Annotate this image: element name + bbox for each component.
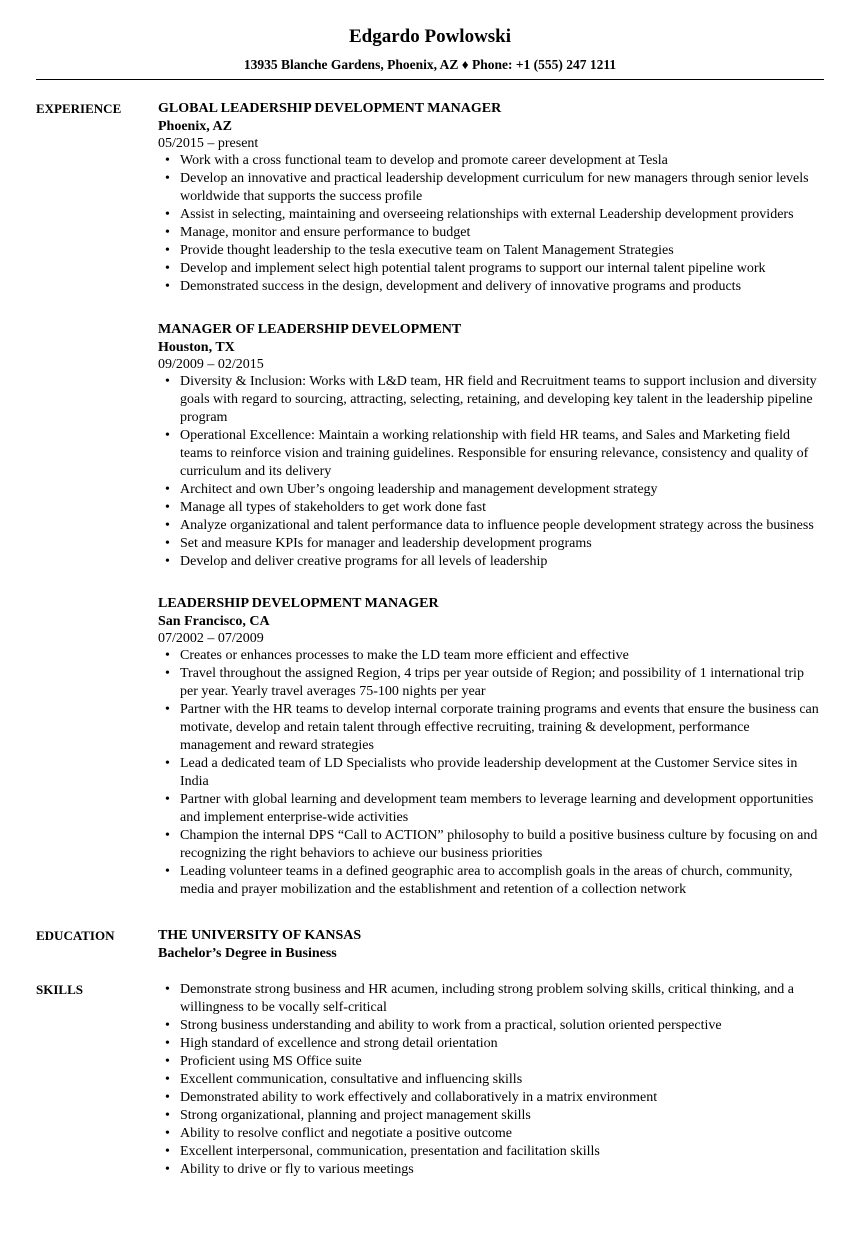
job-location: San Francisco, CA <box>158 614 270 629</box>
education-section <box>0 927 860 963</box>
skill-item: • Excellent communication, consultative and influencing skills <box>180 1071 820 1089</box>
skill-item: • Demonstrated ability to work effectively and collaboratively in a matrix environment <box>180 1089 820 1107</box>
job-entry <box>158 595 820 899</box>
skill-item: • Demonstrate strong business and HR acumen, including strong problem solving skills, critical thinking, and a willingness to be vocally self-critical <box>180 981 820 1017</box>
job-bullets <box>158 647 820 899</box>
experience-body <box>158 100 820 899</box>
job-title: LEADERSHIP DEVELOPMENT MANAGER <box>158 596 439 611</box>
experience-section <box>0 100 860 899</box>
bullet-item: • Analyze organizational and talent performance data to influence people development strategy across the business <box>180 517 820 535</box>
job-bullets <box>158 373 820 571</box>
contact-line: 13935 Blanche Gardens, Phoenix, AZ ♦ Phone: +1 (555) 247 1211 <box>243 57 617 72</box>
bullet-item: • Partner with the HR teams to develop internal corporate training programs and events that ensure the business can motivate, develop and retain talent through effective recruiting, training & development, performance management and reward strategies <box>180 701 820 755</box>
job-entry <box>158 100 820 296</box>
job-dates: 05/2015 – present <box>158 136 259 151</box>
skill-item: • Proficient using MS Office suite <box>180 1053 820 1071</box>
section-label-skills: SKILLS <box>36 982 83 997</box>
skills-list <box>158 981 820 1179</box>
bullet-item: • Creates or enhances processes to make the LD team more efficient and effective <box>180 647 820 665</box>
bullet-item: • Demonstrated success in the design, development and delivery of innovative programs and products <box>180 278 820 296</box>
bullet-item: • Set and measure KPIs for manager and leadership development programs <box>180 535 820 553</box>
bullet-item: • Work with a cross functional team to develop and promote career development at Tesla <box>180 152 820 170</box>
skill-item: • High standard of excellence and strong detail orientation <box>180 1035 820 1053</box>
job-dates: 09/2009 – 02/2015 <box>158 357 264 372</box>
section-label-experience: EXPERIENCE <box>36 101 122 116</box>
job-dates: 07/2002 – 07/2009 <box>158 631 264 646</box>
resume-header <box>0 0 860 73</box>
job-location: Phoenix, AZ <box>158 119 232 134</box>
skill-item: • Ability to resolve conflict and negotiate a positive outcome <box>180 1125 820 1143</box>
skills-section <box>0 981 860 1179</box>
bullet-item: • Assist in selecting, maintaining and overseeing relationships with external Leadership development providers <box>180 206 820 224</box>
degree: Bachelor’s Degree in Business <box>158 946 337 961</box>
school-name: THE UNIVERSITY OF KANSAS <box>158 928 362 943</box>
header-divider <box>36 79 824 80</box>
bullet-item: • Develop and deliver creative programs for all levels of leadership <box>180 553 820 571</box>
bullet-item: • Provide thought leadership to the tesla executive team on Talent Management Strategies <box>180 242 820 260</box>
bullet-item: • Architect and own Uber’s ongoing leadership and management development strategy <box>180 481 820 499</box>
bullet-item: • Travel throughout the assigned Region, 4 trips per year outside of Region; and possibility of 1 international trip per year. Yearly travel averages 75-100 nights per year <box>180 665 820 701</box>
job-location: Houston, TX <box>158 340 235 355</box>
bullet-item: • Partner with global learning and development team members to leverage learning and development opportunities and implement enterprise-wide activities <box>180 791 820 827</box>
bullet-item: • Leading volunteer teams in a defined geographic area to accomplish goals in the areas of church, community, media and prayer mobilization and the establishment and retention of a collection network <box>180 863 820 899</box>
bullet-item: • Manage all types of stakeholders to get work done fast <box>180 499 820 517</box>
bullet-item: • Develop and implement select high potential talent programs to support our internal talent pipeline work <box>180 260 820 278</box>
section-label-education: EDUCATION <box>36 928 115 943</box>
skills-body <box>158 981 820 1179</box>
job-bullets <box>158 152 820 296</box>
job-entry <box>158 321 820 571</box>
job-title: MANAGER OF LEADERSHIP DEVELOPMENT <box>158 322 462 337</box>
candidate-name: Edgardo Powlowski <box>348 26 512 47</box>
job-title: GLOBAL LEADERSHIP DEVELOPMENT MANAGER <box>158 101 502 116</box>
bullet-item: • Develop an innovative and practical leadership development curriculum for new managers through senior levels worldwide that supports the success profile <box>180 170 820 206</box>
skill-item: • Ability to drive or fly to various meetings <box>180 1161 820 1179</box>
skill-item: • Strong business understanding and ability to work from a practical, solution oriented perspective <box>180 1017 820 1035</box>
education-body <box>158 927 820 963</box>
skill-item: • Strong organizational, planning and project management skills <box>180 1107 820 1125</box>
bullet-item: • Lead a dedicated team of LD Specialists who provide leadership development at the Customer Service sites in India <box>180 755 820 791</box>
bullet-item: • Diversity & Inclusion: Works with L&D team, HR field and Recruitment teams to support inclusion and diversity goals with regard to sourcing, attracting, selecting, retaining, and developing key talent in the leadership pipeline program <box>180 373 820 427</box>
bullet-item: • Manage, monitor and ensure performance to budget <box>180 224 820 242</box>
bullet-item: • Operational Excellence: Maintain a working relationship with field HR teams, and Sales and Marketing field teams to reinforce vision and training guidelines. Responsible for ensuring relevance, consistency and quality of curriculum and its delivery <box>180 427 820 481</box>
bullet-item: • Champion the internal DPS “Call to ACTION” philosophy to build a positive business culture by focusing on and recognizing the right behaviors to achieve our business priorities <box>180 827 820 863</box>
skill-item: • Excellent interpersonal, communication, presentation and facilitation skills <box>180 1143 820 1161</box>
